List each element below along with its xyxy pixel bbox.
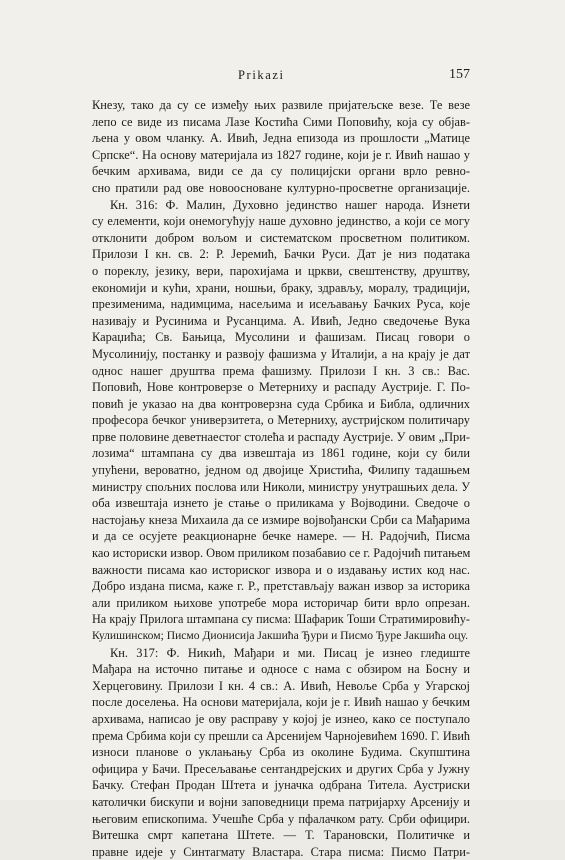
page-header (92, 68, 470, 88)
text-line: Витешка смрт капетана Штете. — Т. Тарановски, Политичке и (92, 828, 470, 843)
text-line: после доселења. На основи материјала, који је г. Ивић нашао у бечким (92, 695, 470, 710)
text-line: Поповић, Нове контроверзе о Метерниху и распаду Аустрије. Г. По- (92, 380, 470, 395)
text-line: однос нашег друштва према фашизму. Прилози I кн. 3 св.: Вас. (92, 363, 470, 378)
text-line: отклонити добром вољом и систематском просветном политиком. (92, 230, 470, 245)
page-number: 157 (449, 67, 470, 82)
text-line: и да се осујете реакционарне бечке намере. — Н. Радојчић, Писма (92, 529, 470, 544)
text-line: о пореклу, језику, вери, парохијама и цркви, свештенству, друштву, (92, 263, 470, 278)
running-head: Prikazi (238, 68, 285, 82)
text-line: економији и кући, храни, ношњи, браку, здрављу, моралу, традицији, (92, 280, 470, 295)
text-line: архивама, написао је ову расправу у којој је изнео, како се поступало (92, 711, 470, 726)
text-line: Караџића; Св. Бањица, Мусолини и фашизам. Писац говори о (92, 330, 470, 345)
text-line: лозима“ штампана су два извештаја из 1861 године, који су били (92, 446, 470, 461)
text-line: повић је указао на два контроверзна суда Србика и Библа, одличних (92, 396, 470, 411)
body-text (92, 97, 470, 860)
text-line: Прилози I кн. св. 2: Р. Јеремић, Бачки Руси. Дат је низ података (92, 247, 470, 262)
text-line: министру спољних послова или Николи, министру унутрашњих дела. У (92, 479, 470, 494)
text-line: официра у Бачи. Пресељавање сентандрејских и других Срба у Јужну (92, 761, 470, 776)
text-line: настојању кнеза Михаила да се измире војвођански Срби са Мађарима (92, 512, 470, 527)
text-line: Добро издана писма, каже г. Р., претстављају важан извор за историка (92, 579, 470, 594)
text-line: презименима, надимцима, насељима и исељавању Бачких Руса, које (92, 297, 470, 312)
text-line: оба извештаја изнето је стање о приликама у Војводини. Сведоче о (92, 496, 470, 511)
text-line: Мусолинију, постанку и развоју фашизма у Италији, а на крају је дат (92, 346, 470, 361)
text-line: важности писама као историског извора и о издавању истих код нас. (92, 562, 470, 577)
text-line: љена у овом чланку. А. Ивић, Једна епизода из прошлости „Матице (92, 131, 470, 146)
text-line: према Србима који су прешли са Арсенијем Чарнојевићем 1690. Г. Ивић (92, 728, 470, 743)
text-line: католички бискупи и војни заповедници према патријарху Арсенију и (92, 794, 470, 809)
text-line: На крају Прилога штампана су писма: Шафарик Тоши Стратимировићу- (92, 612, 470, 627)
text-line: називају и Русинима и Русанцима. А. Ивић, Једно сведочење Вука (92, 313, 470, 328)
text-line: Херцеговину. Прилози I кн. 4 св.: А. Ивић, Невоље Срба у Угарској (92, 678, 470, 693)
text-line: Кнезу, тако да су се између њих развиле пријатељске везе. Те везе (92, 98, 470, 112)
text-line: Бачку. Стефан Продан Штета и јуначка одбрана Титела. Аустриски (92, 778, 470, 793)
text-line: Српске“. На основу материјала из 1827 године, који је г. Ивић нашао у (92, 147, 470, 162)
text-line: лепо се виде из писама Лазе Костића Сими Поповићу, која су објав- (92, 114, 470, 129)
text-line: упућени, вероватно, једном од двојице Христића, Филипу тадашњем (92, 463, 470, 478)
text-line: као историски извор. Овом приликом позабавио се г. Радојчић питањем (92, 546, 470, 561)
text-line: Мађара на источно питање и односе с нама с обзиром на Босну и (92, 662, 470, 677)
text-line: бечким архивама, види се да су полицијски органи врло ревно- (92, 164, 470, 179)
text-line: али приликом њихове употребе мора историчар бити врло опрезан. (92, 595, 470, 610)
text-line: сно пратили рад ове новооснованe културно-просветне организације. (92, 180, 470, 195)
text-line: прве половине деветнаестог столећа и распаду Аустрије. У овим „При- (92, 429, 470, 444)
text-line: Кулишинском; Писмо Дионисија Јакшића Ђури и Писмо Ђуре Јакшића оцу. (92, 629, 469, 642)
text-line: износи планове о уклањању Срба из околине Будима. Скупштина (92, 745, 470, 760)
text-line: правне идеје у Синтагмату Властара. Стара писма: Писмо Патри- (92, 844, 470, 859)
text-line: његовим епископима. Учешће Срба у пфалачком рату. Срби официри. (92, 811, 470, 826)
text-line: су елементи, који онемогућују наше духовно јединство, а који се могу (92, 214, 470, 229)
text-line: Кн. 317: Ф. Никић, Мађари и ми. Писац је изнео гледиште (110, 645, 470, 660)
text-line: Кн. 316: Ф. Малин, Духовно јединство нашег народа. Изнети (110, 197, 470, 212)
text-line: професора бечког универзитета, о Метерниху, аустријском политичару (92, 413, 470, 428)
